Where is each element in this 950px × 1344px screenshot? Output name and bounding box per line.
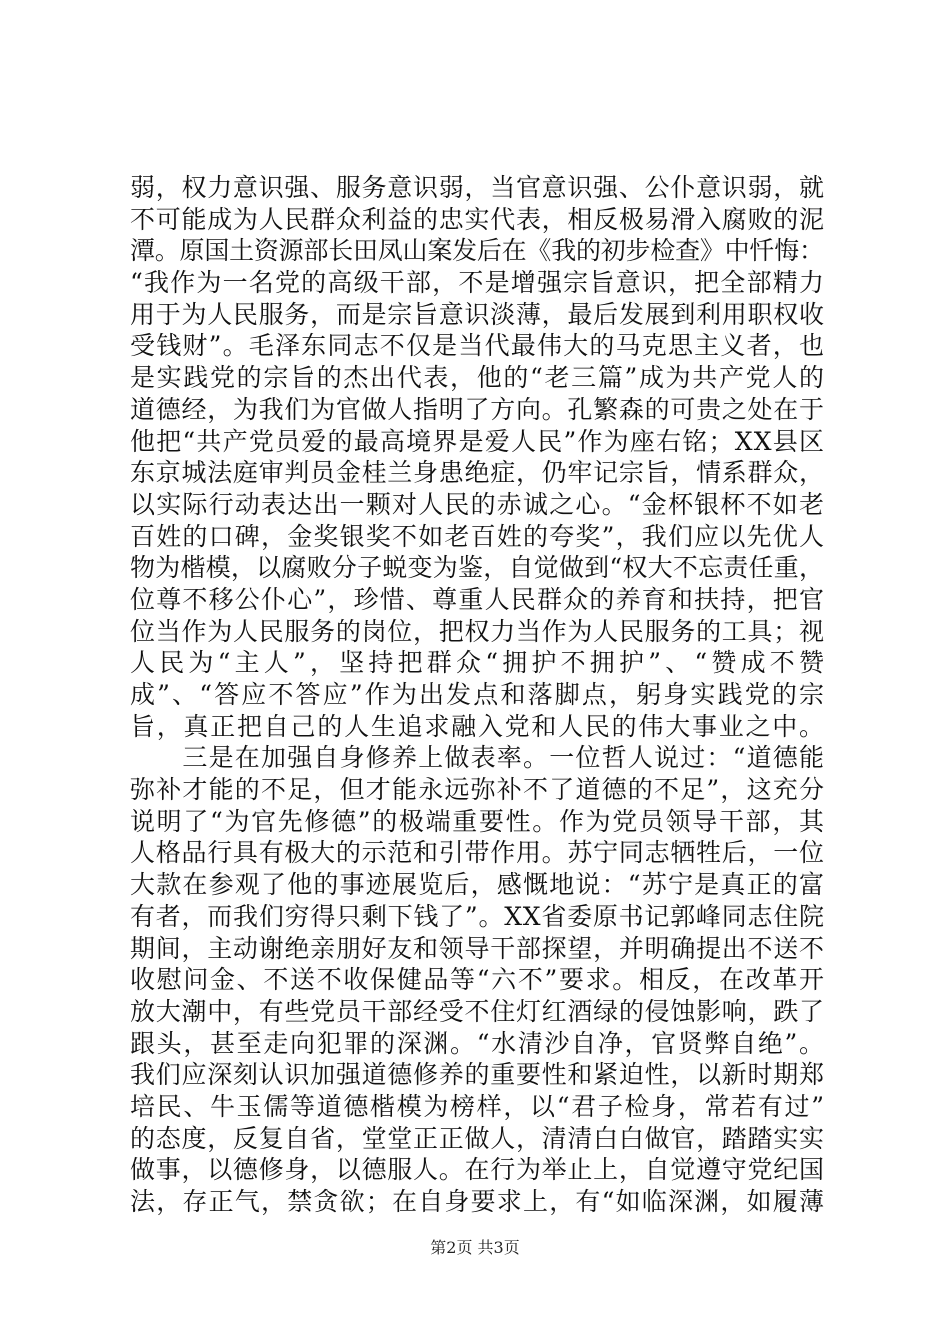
text-line: 成”、“答应不答应”作为出发点和落脚点，躬身实践党的宗 — [130, 680, 827, 709]
text-line: 弱，权力意识强、服务意识弱，当官意识强、公仆意识弱，就 — [130, 173, 825, 202]
text-line: 收慰问金、不送不收保健品等“六不”要求。相反，在改革开 — [130, 965, 826, 995]
text-line: 法，存正气，禁贪欲；在自身要求上，有“如临深渊，如履薄 — [130, 1187, 826, 1216]
text-line: “我作为一名党的高级干部，不是增强宗旨意识，把全部精力 — [130, 268, 826, 298]
text-line: 跟头，甚至走向犯罪的深渊。“水清沙自净，官贤弊自绝”。 — [130, 1028, 826, 1058]
text-line: 东京城法庭审判员金桂兰身患绝症，仍牢记宗旨，情系群众， — [130, 458, 825, 488]
text-line: 放大潮中，有些党员干部经受不住灯红酒绿的侵蚀影响，跌了 — [130, 996, 825, 1026]
text-line: 人格品行具有极大的示范和引带作用。苏宁同志牺牲后，一位 — [130, 838, 825, 868]
text-line: 说明了“为官先修德”的极端重要性。作为党员领导干部，其 — [130, 806, 826, 836]
text-line: 不可能成为人民群众利益的忠实代表，相反极易滑入腐败的泥 — [130, 204, 825, 234]
text-line: 道德经，为我们为官做人指明了方向。孔繁森的可贵之处在于 — [130, 394, 825, 424]
text-line: 以实际行动表达出一颗对人民的赤诚之心。“金杯银杯不如老 — [130, 489, 826, 519]
text-line: 我们应深刻认识加强道德修养的重要性和紧迫性，以新时期郑 — [130, 1060, 825, 1090]
text-line: 位尊不移公仆心”，珍惜、尊重人民群众的养育和扶持，把官 — [130, 584, 826, 614]
text-line: 物为楷模，以腐败分子蜕变为鉴，自觉做到“权大不忘责任重， — [130, 553, 825, 583]
text-line: 人民为“主人”，坚持把群众“拥护不拥护”、“赞成不赞 — [130, 648, 829, 678]
text-line: 三是在加强自身修养上做表率。一位哲人说过：“道德能 — [130, 743, 826, 773]
text-line: 潭。原国土资源部长田凤山案发后在《我的初步检查》中忏悔： — [130, 236, 824, 266]
text-line: 期间，主动谢绝亲朋好友和领导干部探望，并明确提出不送不 — [130, 933, 825, 963]
page-footer: 第2页 共3页 — [430, 1238, 520, 1257]
text-line: 受钱财”。毛泽东同志不仅是当代最伟大的马克思主义者，也 — [130, 331, 826, 361]
text-line: 百姓的口碑，金奖银奖不如老百姓的夸奖”，我们应以先优人 — [130, 521, 826, 551]
body-text — [130, 172, 830, 1218]
text-line: 培民、牛玉儒等道德楷模为榜样，以“君子检身，常若有过” — [130, 1091, 826, 1121]
text-line: 有者，而我们穷得只剩下钱了”。XX省委原书记郭峰同志住院 — [130, 901, 825, 931]
text-line: 大款在参观了他的事迹展览后，感慨地说：“苏宁是真正的富 — [130, 870, 826, 900]
text-line: 弥补才能的不足，但才能永远弥补不了道德的不足”，这充分 — [130, 775, 826, 805]
text-line: 做事，以德修身，以德服人。在行为举止上，自觉遵守党纪国 — [130, 1155, 825, 1185]
text-line: 是实践党的宗旨的杰出代表，他的“老三篇”成为共产党人的 — [130, 363, 826, 393]
text-line: 旨，真正把自己的人生追求融入党和人民的伟大事业之中。 — [130, 711, 826, 741]
text-line: 他把“共产党员爱的最高境界是爱人民”作为座右铭；XX县区 — [130, 426, 826, 456]
text-line: 位当作为人民服务的岗位，把权力当作为人民服务的工具；视 — [130, 616, 825, 646]
text-line: 用于为人民服务，而是宗旨意识淡薄，最后发展到利用职权收 — [130, 299, 825, 329]
text-line: 的态度，反复自省，堂堂正正做人，清清白白做官，踏踏实实 — [130, 1123, 825, 1153]
